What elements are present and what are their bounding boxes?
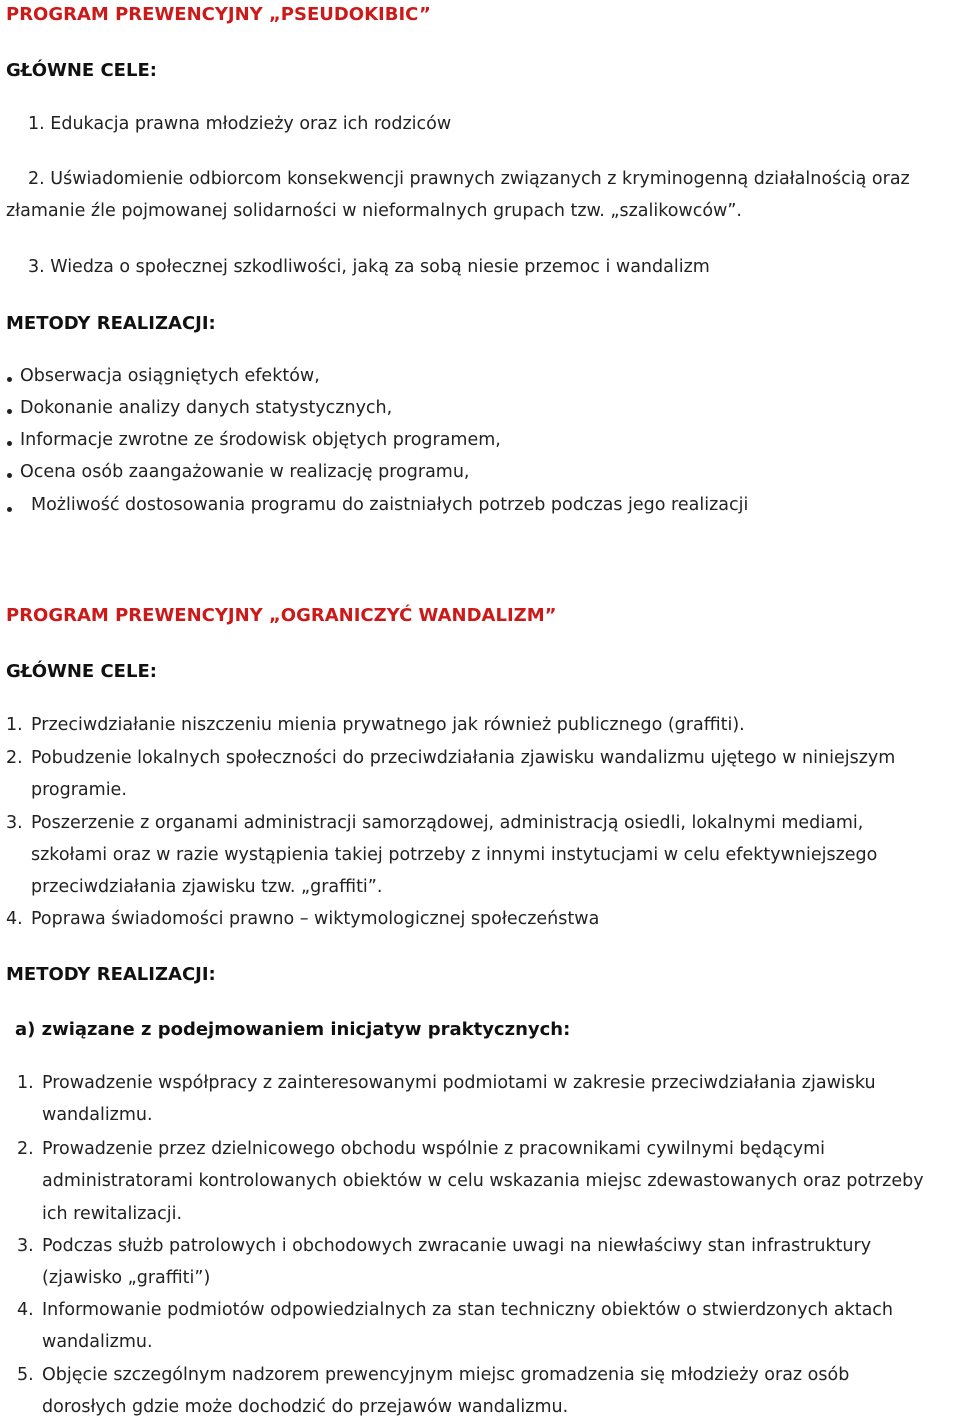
program1-method-item: Dokonanie analizy danych statystycznych, — [20, 398, 393, 418]
program1-title: PROGRAM PREWENCYJNY „PSEUDOKIBIC” — [6, 4, 431, 25]
goal-number: 3. — [6, 813, 23, 833]
program2-goal-1-text: Przeciwdziałanie niszczeniu mienia prywatnego jak również publicznego (graffiti). — [31, 715, 745, 735]
method-text: dorosłych gdzie może dochodzić do przejawów wandalizmu. — [42, 1397, 569, 1417]
program2-goal-2-cont: programie. — [31, 780, 127, 800]
program2-goal-2-text: Pobudzenie lokalnych społeczności do przeciwdziałania zjawisku wandalizmu ujętego w niniejszym — [31, 748, 896, 768]
program1-goal-2 — [28, 169, 910, 189]
program2-goal-2 — [6, 748, 23, 768]
program2-goal-3-cont: szkołami oraz w razie wystąpienia takiej potrzeby z innymi instytucjami w celu efektywniejszego — [31, 845, 878, 865]
program2-goal-1 — [6, 715, 23, 735]
goal-number: 4. — [6, 909, 23, 929]
program1-goal-2-cont: złamanie źle pojmowanej solidarności w nieformalnych grupach tzw. „szalikowców”. — [6, 201, 742, 221]
program2-goal-4-text: Poprawa świadomości prawno – wiktymologicznej społeczeństwa — [31, 909, 600, 929]
method-text: (zjawisko „graffiti”) — [42, 1268, 211, 1288]
goal-number: 2. — [28, 169, 45, 189]
bullet-icon — [7, 473, 12, 478]
program2-goal-3 — [6, 813, 23, 833]
program2-subsection-a: a) związane z podejmowaniem inicjatyw praktycznych: — [15, 1019, 571, 1040]
program2-methods-heading: METODY REALIZACJI: — [6, 964, 216, 985]
program1-method-item: Informacje zwrotne ze środowisk objętych programem, — [20, 430, 501, 450]
goal-number: 3. — [28, 257, 45, 277]
program2-goal-3-cont: przeciwdziałania zjawisku tzw. „graffiti”. — [31, 877, 383, 897]
goal-text: Edukacja prawna młodzieży oraz ich rodziców — [50, 114, 452, 134]
program1-methods-heading: METODY REALIZACJI: — [6, 313, 216, 334]
method-text: Prowadzenie przez dzielnicowego obchodu wspólnie z pracownikami cywilnymi będącymi — [42, 1139, 825, 1159]
program1-goal-1 — [28, 114, 451, 134]
program1-goals-heading: GŁÓWNE CELE: — [6, 60, 157, 81]
goal-number: 1. — [6, 715, 23, 735]
bullet-icon — [7, 377, 12, 382]
method-text: ich rewitalizacji. — [42, 1204, 183, 1224]
goal-text: Wiedza o społecznej szkodliwości, jaką za sobą niesie przemoc i wandalizm — [50, 257, 710, 277]
method-number: 4. — [17, 1300, 34, 1320]
goal-text: Uświadomienie odbiorcom konsekwencji prawnych związanych z kryminogenną działalnością oraz — [50, 169, 910, 189]
program2-goals-heading: GŁÓWNE CELE: — [6, 661, 157, 682]
program1-method-item: Obserwacja osiągniętych efektów, — [20, 366, 320, 386]
bullet-icon — [7, 507, 12, 512]
method-number: 2. — [17, 1139, 34, 1159]
goal-number: 1. — [28, 114, 45, 134]
method-number: 1. — [17, 1073, 34, 1093]
method-number: 5. — [17, 1365, 34, 1385]
method-text: Objęcie szczególnym nadzorem prewencyjnym miejsc gromadzenia się młodzieży oraz osób — [42, 1365, 850, 1385]
program1-goal-3 — [28, 257, 710, 277]
method-number: 3. — [17, 1236, 34, 1256]
program2-goal-3-text: Poszerzenie z organami administracji samorządowej, administracją osiedli, lokalnymi mediami, — [31, 813, 864, 833]
goal-number: 2. — [6, 748, 23, 768]
program2-title: PROGRAM PREWENCYJNY „OGRANICZYĆ WANDALIZM” — [6, 605, 557, 626]
bullet-icon — [7, 441, 12, 446]
bullet-icon — [7, 409, 12, 414]
program1-method-item: Ocena osób zaangażowanie w realizację programu, — [20, 462, 470, 482]
method-text: Podczas służb patrolowych i obchodowych zwracanie uwagi na niewłaściwy stan infrastruktury — [42, 1236, 872, 1256]
method-text: Prowadzenie współpracy z zainteresowanymi podmiotami w zakresie przeciwdziałania zjawisku — [42, 1073, 876, 1093]
method-text: Informowanie podmiotów odpowiedzialnych za stan techniczny obiektów o stwierdzonych aktach — [42, 1300, 894, 1320]
method-text: wandalizmu. — [42, 1332, 153, 1352]
program1-method-item: Możliwość dostosowania programu do zaistniałych potrzeb podczas jego realizacji — [31, 495, 749, 515]
method-text: administratorami kontrolowanych obiektów w celu wskazania miejsc zdewastowanych oraz potrzeby — [42, 1171, 924, 1191]
method-text: wandalizmu. — [42, 1105, 153, 1125]
program2-goal-4 — [6, 909, 23, 929]
